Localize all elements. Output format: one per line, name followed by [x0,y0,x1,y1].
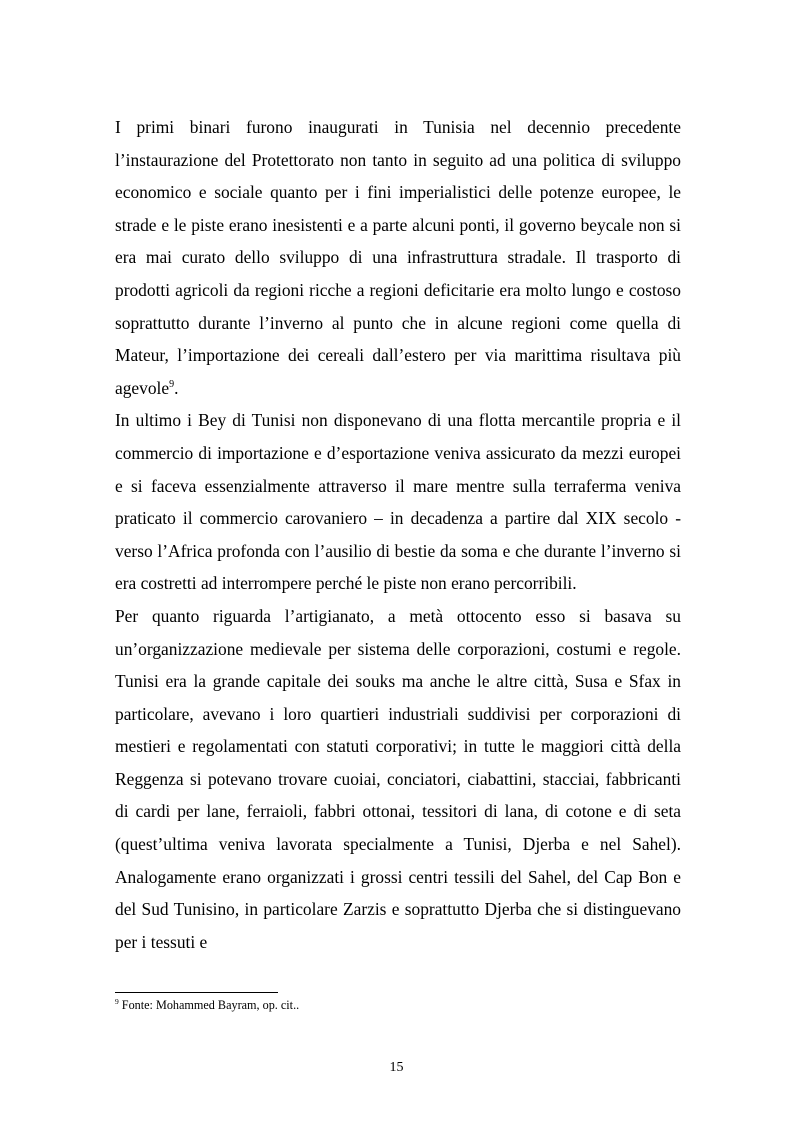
footnote-text: Fonte: Mohammed Bayram, op. cit.. [118,998,300,1012]
paragraph-trade-text: In ultimo i Bey di Tunisi non disponevano di una flotta mercantile propria e il commercio di importazione e d’esportazione veniva assicurato da mezzi europei e si faceva essenzialmente attraverso il mare mentre sulla terraferma veniva praticato il commercio carovaniero – in decadenza a partire dal XIX secolo - verso l’Africa profonda con l’ausilio di bestie da soma e che durante l’inverno si era costretti ad interrompere perché le piste non erano percorribili. [115,410,681,594]
footnote-number: 9 [115,997,119,1006]
paragraph-crafts [115,600,681,959]
paragraph-railways-end: . [174,377,179,398]
paragraph-railways [115,111,681,404]
footnote-reference: 9 [169,378,175,390]
paragraph-railways-text: I primi binari furono inaugurati in Tunisia nel decennio precedente l’instaurazione del Protettorato non tanto in seguito ad una politica di sviluppo economico e sociale quanto per i fini imperialistici delle potenze europee, le strade e le piste erano inesistenti e a parte alcuni ponti, il governo beycale non si era mai curato dello sviluppo di una infrastruttura stradale. Il trasporto di prodotti agricoli da regioni ricche a regioni deficitarie era molto lungo e costoso soprattutto durante l’inverno al punto che in alcune regioni come quella di Mateur, l’importazione dei cereali dall’estero per via marittima risultava più agevole [115,117,681,398]
page-number: 15 [389,1060,404,1075]
body-text [115,111,681,958]
paragraph-crafts-text: Per quanto riguarda l’artigianato, a metà ottocento esso si basava su un’organizzazione medievale per sistema delle corporazioni, costumi e regole. Tunisi era la grande capitale dei souks ma anche le altre città, Susa e Sfax in particolare, avevano i loro quartieri industriali suddivisi per corporazioni di mestieri e regolamentati con statuti corporativi; in tutte le maggiori città della Reggenza si potevano trovare cuoiai, conciatori, ciabattini, stacciai, fabbricanti di cardi per lane, ferraioli, fabbri ottonai, tessitori di lana, di cotone e di seta (quest’ultima veniva lavorata specialmente a Tunisi, Djerba e nel Sahel). Analogamente erano organizzati i grossi centri tessili del Sahel, del Cap Bon e del Sud Tunisino, in particolare Zarzis e soprattutto Djerba che si distinguevano per i tessuti e [115,605,681,952]
footnote [115,997,681,1013]
paragraph-trade [115,404,681,600]
footnote-separator [115,992,278,993]
